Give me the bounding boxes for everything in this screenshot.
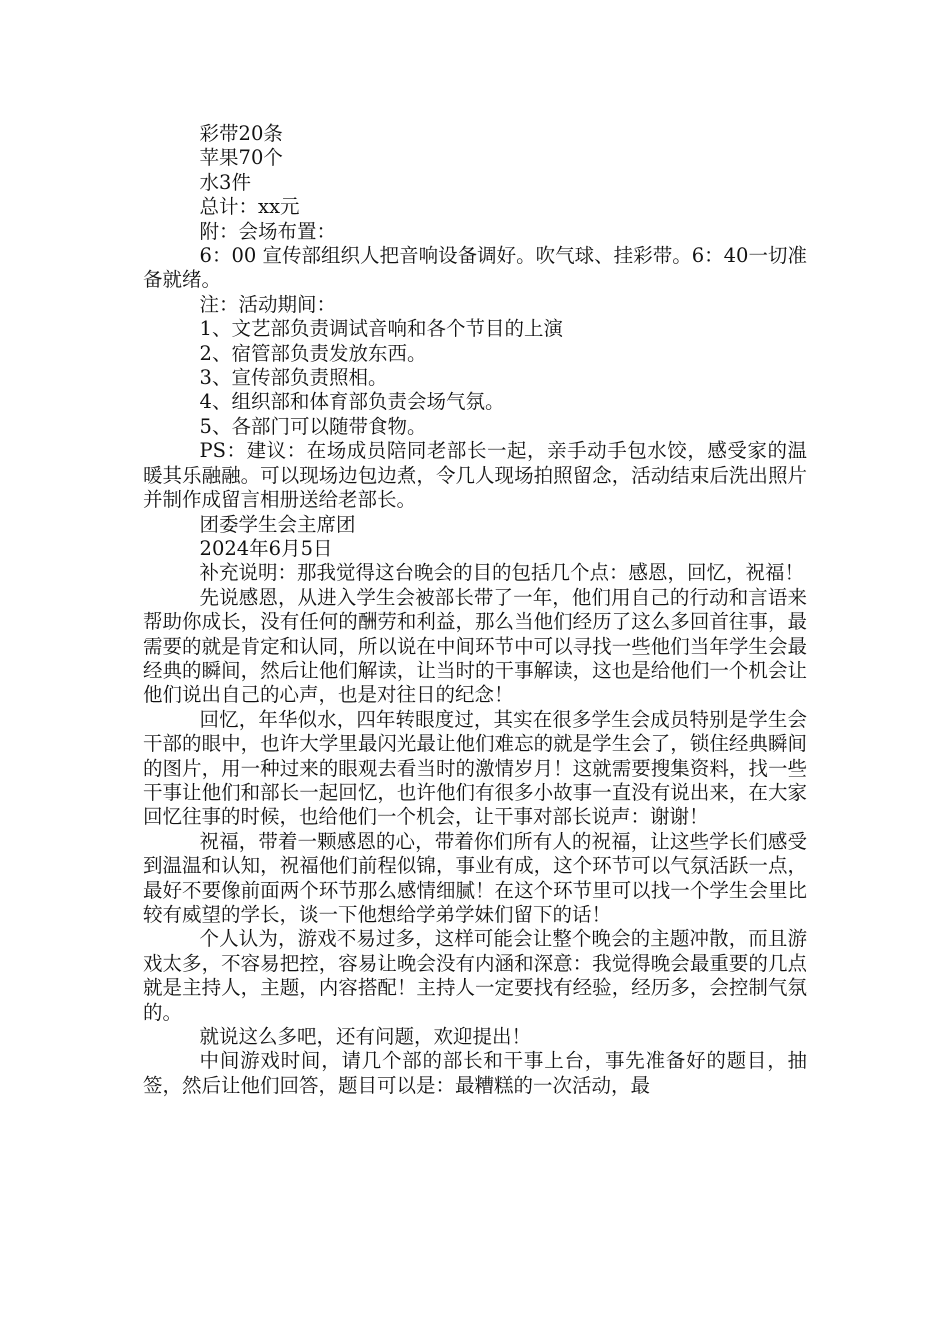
material-line-water: 水3件	[199, 170, 251, 194]
note-item-1: 1、文艺部负责调试音响和各个节目的上演	[199, 317, 563, 341]
total-cost-line: 总计：xx元	[199, 195, 300, 219]
note-item-3: 3、宣传部负责照相。	[199, 366, 388, 390]
note-item-5: 5、各部门可以随带食物。	[199, 414, 427, 438]
closing-remark-paragraph: 就说这么多吧，还有问题，欢迎提出！	[199, 1025, 532, 1049]
note-item-4: 4、组织部和体育部负责会场气氛。	[199, 390, 505, 414]
signature-date: 2024年6月5日	[199, 536, 333, 560]
document-body	[143, 122, 807, 1098]
material-line-apples: 苹果70个	[199, 146, 283, 170]
game-time-paragraph: 中间游戏时间，请几个部的部长和干事上台，事先准备好的题目，抽签，然后让他们回答，题目可以是：最糟糕的一次活动，最	[143, 1049, 807, 1097]
personal-opinion-paragraph: 个人认为，游戏不易过多，这样可能会让整个晚会的主题冲散，而且游戏太多，不容易把控，容易让晚会没有内涵和深意：我觉得晚会最重要的几点就是主持人，主题，内容搭配！主持人一定要找有经验，经历多，会控制气氛的。	[143, 927, 807, 1024]
venue-setup-heading: 附：会场布置：	[199, 219, 337, 243]
supplement-intro-paragraph: 补充说明：那我觉得这台晚会的目的包括几个点：感恩，回忆，祝福！	[199, 561, 805, 585]
activity-notes-heading: 注：活动期间：	[199, 292, 337, 316]
signature-organization: 团委学生会主席团	[199, 512, 356, 536]
memories-paragraph: 回忆，年华似水，四年转眼度过，其实在很多学生会成员特别是学生会干部的眼中，也许大学里最闪光最让他们难忘的就是学生会了，锁住经典瞬间的图片，用一种过来的眼观去看当时的激情岁月！这就需要搜集资料，找一些干事让他们和部长一起回忆，也许他们有很多小故事一直没有说出来，在大家回忆往事的时候，也给他们一个机会，让干事对部长说声：谢谢！	[143, 707, 807, 829]
material-line-ribbons: 彩带20条	[199, 122, 283, 145]
blessing-paragraph: 祝福，带着一颗感恩的心，带着你们所有人的祝福，让这些学长们感受到温温和认知，祝福他们前程似锦，事业有成，这个环节可以气氛活跃一点，最好不要像前面两个环节那么感情细腻！在这个环节里可以找一个学生会里比较有威望的学长，谈一下他想给学弟学妹们留下的话！	[143, 829, 807, 926]
ps-suggestion-paragraph: PS：建议：在场成员陪同老部长一起，亲手动手包水饺，感受家的温暖其乐融融。可以现场边包边煮，令几人现场拍照留念，活动结束后洗出照片并制作成留言相册送给老部长。	[143, 439, 807, 512]
venue-setup-paragraph: 6：00 宣传部组织人把音响设备调好。吹气球、挂彩带。6：40一切准备就绪。	[143, 244, 807, 292]
note-item-2: 2、宿管部负责发放东西。	[199, 341, 427, 365]
gratitude-paragraph: 先说感恩，从进入学生会被部长带了一年，他们用自己的行动和言语来帮助你成长，没有任何的酬劳和利益，那么当他们经历了这么多回首往事，最需要的就是肯定和认同，所以说在中间环节中可以寻找一些他们当年学生会最经典的瞬间，然后让他们解读，让当时的干事解读，这也是给他们一个机会让他们说出自己的心声，也是对往日的纪念！	[143, 585, 807, 707]
